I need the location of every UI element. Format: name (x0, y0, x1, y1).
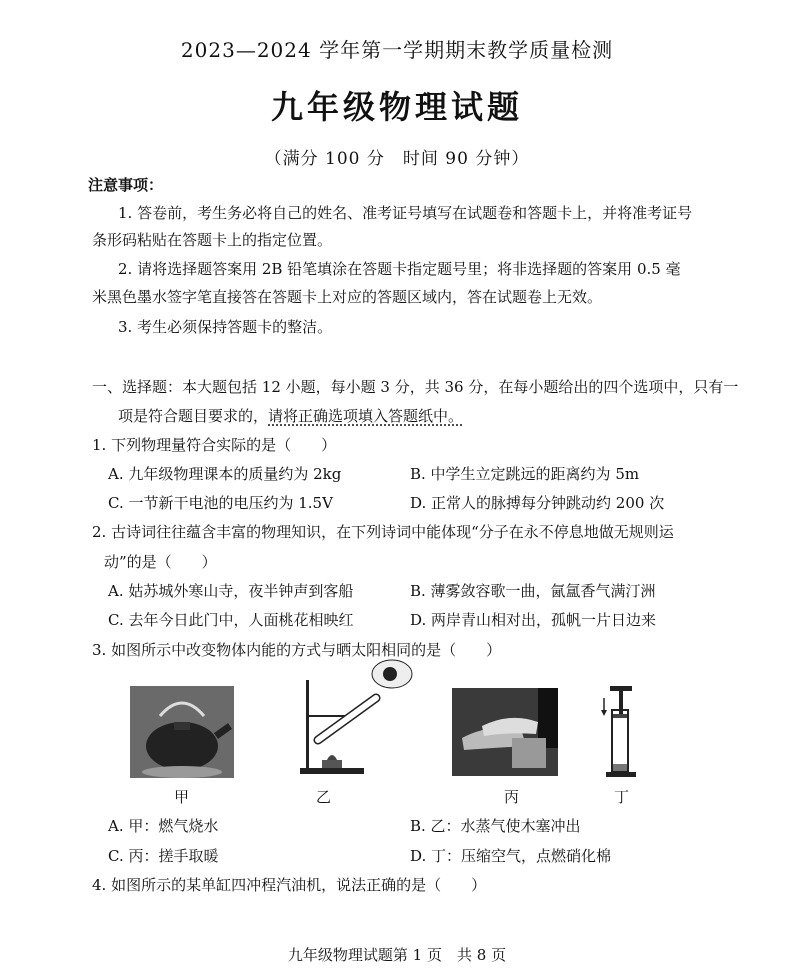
exam-info: （满分 100 分 时间 90 分钟） (264, 149, 530, 169)
section1-plain: 项是符合题目要求的， (118, 407, 269, 425)
section1-instructions-2 (118, 405, 463, 426)
page-footer: 九年级物理试题第 1 页 共 8 页 (287, 946, 507, 964)
air-compression-cylinder (598, 684, 642, 780)
q2-option-a: A. 姑苏城外寒山寺，夜半钟声到客船 (108, 582, 354, 600)
q1-option-d: D. 正常人的脉搏每分钟跳动约 200 次 (410, 494, 665, 512)
figure-label-ding: 丁 (614, 788, 630, 806)
notice-item: 条形码粘贴在答题卡上的指定位置。 (92, 231, 333, 249)
q1-option-a: A. 九年级物理课本的质量约为 2kg (108, 465, 342, 483)
notice-item: 米黑色墨水签字笔直接答在答题卡上对应的答题区域内，答在试题卷上无效。 (92, 288, 603, 306)
section1-instructions: 一、选择题：本大题包括 12 小题，每小题 3 分，共 36 分，在每小题给出的四个选项中，只有一 (92, 378, 739, 396)
hands-photo (452, 688, 558, 776)
q1-stem: 1. 下列物理量符合实际的是（ ） (92, 436, 337, 454)
q3-option-c: C. 丙：搓手取暖 (108, 847, 219, 865)
notice-heading: 注意事项： (88, 176, 164, 194)
q1-option-c: C. 一节新干电池的电压约为 1.5V (108, 494, 333, 512)
exam-title: 九年级物理试题 (270, 88, 523, 126)
q2-option-b: B. 薄雾敛容歌一曲，氤氲香气满汀洲 (410, 582, 656, 600)
notice-item: 3. 考生必须保持答题卡的整洁。 (118, 318, 333, 336)
figure-label-bing: 丙 (504, 788, 520, 806)
q3-option-d: D. 丁：压缩空气，点燃硝化棉 (410, 847, 612, 865)
figure-label-jia: 甲 (174, 788, 190, 806)
q2-stem-2: 动”的是（ ） (104, 553, 217, 571)
figure-label-yi: 乙 (316, 788, 332, 806)
notice-item: 2. 请将选择题答案用 2B 铅笔填涂在答题卡指定题号里；将非选择题的答案用 0.5 毫 (118, 260, 681, 278)
q3-option-b: B. 乙：水蒸气使木塞冲出 (410, 817, 581, 835)
q4-stem: 4. 如图所示的某单缸四冲程汽油机，说法正确的是（ ） (92, 876, 487, 894)
q1-option-b: B. 中学生立定跳远的距离约为 5m (410, 465, 640, 483)
kettle-photo (130, 686, 234, 778)
q3-option-a: A. 甲：燃气烧水 (108, 817, 219, 835)
q3-stem: 3. 如图所示中改变物体内能的方式与晒太阳相同的是（ ） (92, 641, 502, 659)
test-tube-apparatus (296, 650, 416, 780)
notice-item: 1. 答卷前，考生务必将自己的姓名、准考证号填写在试题卷和答题卡上，并将准考证号 (118, 204, 693, 222)
section1-dotted: 请将正确选项填入答题纸中。 (268, 407, 464, 425)
q2-option-d: D. 两岸青山相对出，孤帆一片日边来 (410, 611, 657, 629)
q2-option-c: C. 去年今日此门中，人面桃花相映红 (108, 611, 354, 629)
exam-header: 2023—2024 学年第一学期期末教学质量检测 (180, 38, 614, 62)
q2-stem: 2. 古诗词往往蕴含丰富的物理知识，在下列诗词中能体现“分子在永不停息地做无规则运 (92, 523, 674, 541)
